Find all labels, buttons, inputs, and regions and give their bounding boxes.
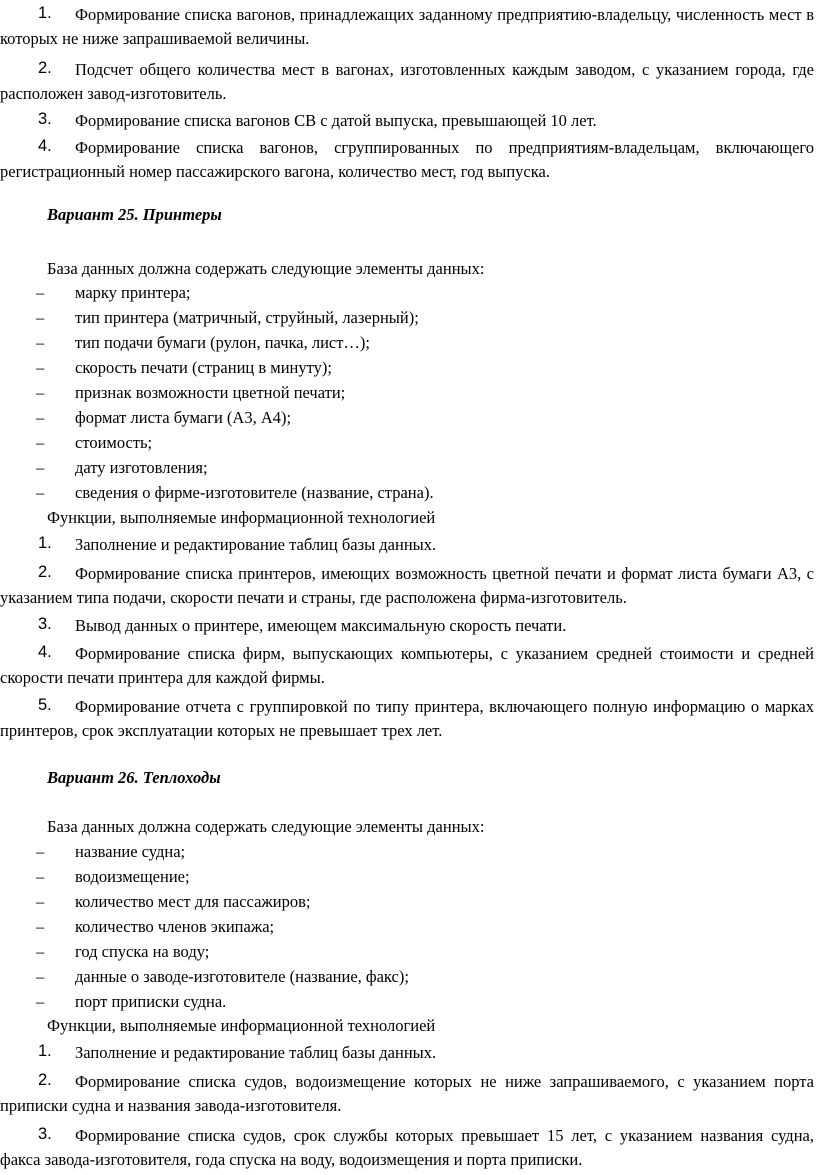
numbered-item [0, 614, 816, 638]
item-text: Формирование отчета с группировкой по типу принтера, включающего полную информацию о марках принтеров, срок эксплуатации которых не превышает трех лет. [0, 697, 814, 740]
functions-label: Функции, выполняемые информационной технологией [47, 508, 436, 527]
item-text: Формирование списка вагонов, сгруппированных по предприятиям-владельцам, включающего регистрационный номер пассажирского вагона, количество мест, год выпуска. [0, 138, 814, 181]
list-item-text: количество мест для пассажиров; [75, 892, 311, 911]
item-number: 4. [38, 137, 52, 155]
item-number: 1. [38, 534, 52, 552]
list-item-text: количество членов экипажа; [75, 917, 275, 936]
item-text: Формирование списка принтеров, имеющих возможность цветной печати и формат листа бумаги А3, с указанием типа подачи, скорости печати и страны, где расположена фирма-изготовитель. [0, 564, 814, 607]
numbered-item [0, 56, 816, 104]
list-item-text: сведения о фирме-изготовителе (название, страна). [75, 483, 434, 502]
dash-marker: – [36, 842, 45, 861]
dash-marker: – [36, 483, 45, 502]
list-item-text: стоимость; [75, 433, 153, 452]
item-number: 3. [38, 615, 52, 633]
dash-marker: – [36, 992, 45, 1011]
list-item-text: дату изготовления; [75, 458, 208, 477]
dash-marker: – [36, 867, 45, 886]
numbered-item [0, 1124, 816, 1172]
numbered-item [0, 109, 816, 133]
list-item-text: тип подачи бумаги (рулон, пачка, лист…); [75, 333, 371, 352]
section-intro: База данных должна содержать следующие элементы данных: [47, 817, 485, 836]
dash-marker: – [36, 358, 45, 377]
numbered-item [0, 136, 816, 184]
item-number: 3. [38, 1125, 52, 1143]
item-number: 2. [38, 59, 52, 77]
item-text: Заполнение и редактирование таблиц базы данных. [75, 535, 437, 554]
dash-marker: – [36, 283, 45, 302]
item-text: Вывод данных о принтере, имеющем максимальную скорость печати. [75, 616, 567, 635]
item-number: 2. [38, 1071, 52, 1089]
list-item-text: порт приписки судна. [75, 992, 227, 1011]
item-text: Формирование списка вагонов, принадлежащих заданному предприятию-владельцу, численность мест в которых не ниже запрашиваемой величины. [0, 5, 814, 48]
item-number: 4. [38, 643, 52, 661]
section-intro: База данных должна содержать следующие элементы данных: [47, 259, 485, 278]
item-text: Формирование списка вагонов СВ с датой выпуска, превышающей 10 лет. [75, 111, 597, 130]
item-number: 3. [38, 110, 52, 128]
item-text: Формирование списка судов, срок службы которых превышает 15 лет, с указанием названия судна, факса завода-изготовителя, года спуска на воду, водоизмещения и порта приписки. [0, 1126, 814, 1169]
list-item-text: данные о заводе-изготовителе (название, факс); [75, 967, 409, 986]
list-item-text: формат листа бумаги (А3, А4); [75, 408, 292, 427]
dash-marker: – [36, 892, 45, 911]
numbered-item [0, 695, 816, 743]
dash-marker: – [36, 458, 45, 477]
item-text: Формирование списка судов, водоизмещение которых не ниже запрашиваемого, с указанием порта приписки судна и названия завода-изготовителя. [0, 1072, 814, 1115]
dash-marker: – [36, 383, 45, 402]
list-item-text: год спуска на воду; [75, 942, 210, 961]
item-number: 2. [38, 563, 52, 581]
numbered-item [0, 1041, 816, 1065]
numbered-item [0, 533, 816, 557]
dash-marker: – [36, 333, 45, 352]
item-number: 5. [38, 696, 52, 714]
list-item-text: тип принтера (матричный, струйный, лазерный); [75, 308, 419, 327]
item-text: Заполнение и редактирование таблиц базы данных. [75, 1043, 437, 1062]
dash-marker: – [36, 308, 45, 327]
list-item-text: название судна; [75, 842, 186, 861]
list-item-text: признак возможности цветной печати; [75, 383, 346, 402]
item-number: 1. [38, 4, 52, 22]
dash-marker: – [36, 433, 45, 452]
numbered-item [0, 562, 816, 610]
functions-label: Функции, выполняемые информационной технологией [47, 1016, 436, 1035]
numbered-item [0, 642, 816, 690]
list-item-text: скорость печати (страниц в минуту); [75, 358, 332, 377]
item-text: Подсчет общего количества мест в вагонах, изготовленных каждым заводом, с указанием города, где расположен завод-изготовитель. [0, 60, 814, 103]
dash-marker: – [36, 408, 45, 427]
item-text: Формирование списка фирм, выпускающих компьютеры, с указанием средней стоимости и средней скорости печати принтера для каждой фирмы. [0, 644, 814, 687]
dash-marker: – [36, 942, 45, 961]
dash-marker: – [36, 917, 45, 936]
section-heading: Вариант 26. Теплоходы [47, 768, 221, 787]
section-heading: Вариант 25. Принтеры [47, 205, 222, 224]
numbered-item [0, 1070, 816, 1118]
list-item-text: водоизмещение; [75, 867, 190, 886]
item-number: 1. [38, 1042, 52, 1060]
dash-marker: – [36, 967, 45, 986]
numbered-item [0, 0, 816, 48]
list-item-text: марку принтера; [75, 283, 191, 302]
